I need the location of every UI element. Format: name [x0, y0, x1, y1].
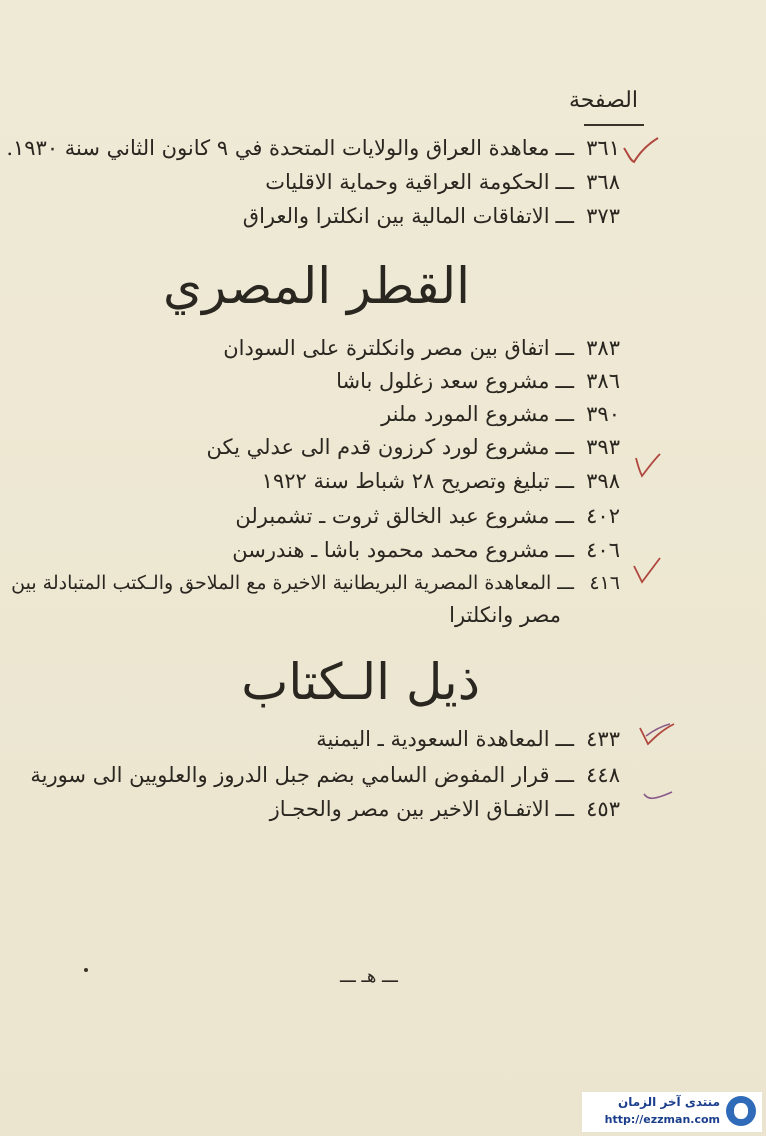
toc-page-number: ٤٣٣: [586, 727, 620, 751]
toc-entry: ٤٣٣ـــالمعاهدة السعودية ـ اليمنية: [316, 724, 620, 754]
toc-page-number: ٤٤٨: [586, 763, 620, 787]
toc-entry: ٣٦٨ـــالحكومة العراقية وحماية الاقليات: [265, 167, 620, 197]
toc-title: مشروع المورد ملنر: [381, 402, 550, 426]
toc-page-number: ٤٠٢: [586, 504, 620, 528]
toc-page-number: ٤١٦: [589, 572, 620, 594]
toc-title: مشروع لورد كرزون قدم الى عدلي يكن: [206, 435, 550, 459]
toc-title: مشروع محمد محمود باشا ـ هندرسن: [232, 538, 550, 562]
toc-page-number: ٣٩٠: [586, 402, 620, 426]
toc-entry: ٤١٦ـــالمعاهدة المصرية البريطانية الاخيرة مع الملاحق والـكتب المتبادلة بين: [11, 568, 620, 598]
toc-entry: ٣٩٣ـــمشروع لورد كرزون قدم الى عدلي يكن: [207, 432, 620, 462]
toc-entry: ٣٧٣ـــالاتفاقات المالية بين انكلترا والعراق: [243, 201, 620, 231]
toc-title: مشروع سعد زغلول باشا: [336, 369, 550, 393]
checkmark-icon: [630, 556, 670, 590]
toc-title-continuation: مصر وانكلترا: [449, 603, 561, 627]
site-watermark: [582, 1092, 762, 1132]
toc-entry: ٤٥٣ـــالاتفـاق الاخير بين مصر والحجـاز: [270, 794, 620, 824]
watermark-url: http://ezzman.com: [604, 1113, 720, 1126]
toc-page-number: ٣٨٣: [586, 336, 620, 360]
toc-page-number: ٣٩٨: [586, 469, 620, 493]
page-marker: ـــ هـ ـــ: [340, 966, 398, 987]
toc-title: قرار المفوض السامي بضم جبل الدروز والعلويين الى سورية: [30, 763, 550, 787]
toc-entry: ٣٨٦ـــمشروع سعد زغلول باشا: [336, 366, 620, 396]
section-heading-appendix: ذيل الـكتاب: [241, 653, 480, 711]
toc-page-number: ٣٦٨: [586, 170, 620, 194]
toc-title: معاهدة العراق والولايات المتحدة في ٩ كانون الثاني سنة ١٩٣٠.: [6, 136, 550, 160]
ink-speck: [84, 968, 88, 972]
toc-title: تبليغ وتصريح ٢٨ شباط سنة ١٩٢٢: [261, 469, 550, 493]
toc-title: مشروع عبد الخالق ثروت ـ تشمبرلن: [235, 504, 550, 528]
toc-entry: ٤٤٨ـــقرار المفوض السامي بضم جبل الدروز والعلويين الى سورية: [30, 760, 620, 790]
checkmark-icon: [640, 786, 680, 820]
checkmark-icon: [630, 450, 670, 484]
toc-page-number: ٣٩٣: [586, 435, 620, 459]
toc-entry: ٣٩٨ـــتبليغ وتصريح ٢٨ شباط سنة ١٩٢٢: [262, 466, 620, 496]
toc-title: اتفاق بين مصر وانكلترة على السودان: [223, 336, 550, 360]
toc-page-number: ٤٠٦: [586, 538, 620, 562]
header-underline: [584, 124, 644, 126]
toc-title: المعاهدة السعودية ـ اليمنية: [316, 727, 550, 751]
toc-page-number: ٣٦١: [586, 136, 620, 160]
toc-page-number: ٤٥٣: [586, 797, 620, 821]
toc-entry: ٣٩٠ـــمشروع المورد ملنر: [381, 399, 620, 429]
toc-entry: ٤٠٦ـــمشروع محمد محمود باشا ـ هندرسن: [232, 535, 620, 565]
toc-entry: ٤٠٢ـــمشروع عبد الخالق ثروت ـ تشمبرلن: [235, 501, 620, 531]
watermark-name: منتدى آخر الزمان: [618, 1095, 720, 1109]
toc-title: المعاهدة المصرية البريطانية الاخيرة مع الملاحق والـكتب المتبادلة بين: [11, 572, 552, 594]
toc-page-number: ٣٨٦: [586, 369, 620, 393]
toc-title: الاتفـاق الاخير بين مصر والحجـاز: [269, 797, 550, 821]
page-column-header: الصفحة: [568, 88, 638, 113]
checkmark-icon: [636, 718, 676, 752]
toc-title: الاتفاقات المالية بين انكلترا والعراق: [242, 204, 550, 228]
toc-title: الحكومة العراقية وحماية الاقليات: [265, 170, 550, 194]
section-heading-egypt: القطر المصري: [162, 257, 470, 315]
toc-entry: ٣٨٣ـــاتفاق بين مصر وانكلترة على السودان: [223, 333, 620, 363]
forum-logo-icon: [726, 1096, 756, 1126]
checkmark-icon: [620, 134, 660, 168]
toc-entry: ٣٦١ـــمعاهدة العراق والولايات المتحدة في ٩ كانون الثاني سنة ١٩٣٠.: [6, 133, 620, 163]
toc-page-number: ٣٧٣: [586, 204, 620, 228]
